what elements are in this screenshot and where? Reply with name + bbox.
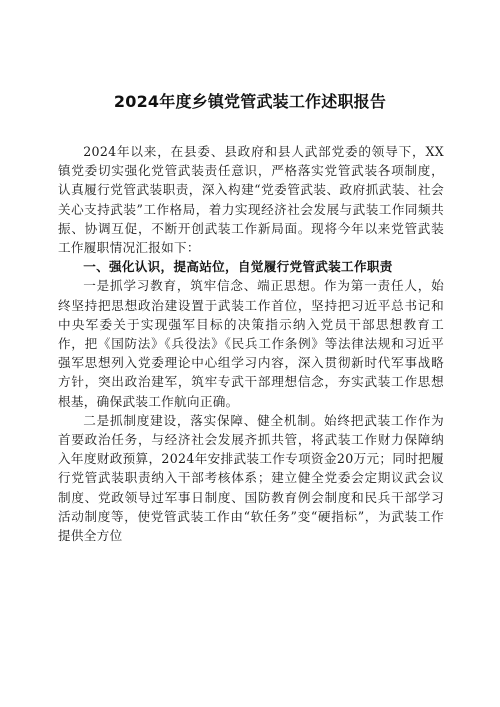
- body-paragraph-1: 一是抓学习教育，筑牢信念、端正思想。作为第一责任人，始终坚持把思想政治建设置于武装工作首位，坚持把习近平总书记和中央军委关于实现强军目标的决策指示纳入党员干部思想教育工作，把《国防法》《兵役法》《民兵工作条例》等法律法规和习近平强军思想列入党委理论中心组学习内容，深入贯彻新时代军事战略方针，突出政治建军，筑牢专武干部理想信念，夯实武装工作思想根基，确保武装工作航向正确。: [58, 278, 444, 409]
- body-paragraph-2: 二是抓制度建设，落实保障、健全机制。始终把武装工作作为首要政治任务，与经济社会发展齐抓共管，将武装工作财力保障纳入年度财政预算，2024年安排武装工作专项资金20万元；同时把履行党管武装职责纳入干部考核体系；建立健全党委会定期议武会议制度、党政领导过军事日制度、国防教育例会制度和民兵干部学习活动制度等，使党管武装工作由“软任务”变“硬指标”，为武装工作提供全方位: [58, 412, 444, 544]
- document-title: 2024年度乡镇党管武装工作述职报告: [113, 92, 387, 111]
- section-heading: 一、强化认识，提高站位，自觉履行党管武装工作职责: [83, 259, 393, 275]
- document-body: [58, 142, 444, 545]
- intro-paragraph: 2024年以来，在县委、县政府和县人武部党委的领导下，XX镇党委切实强化党管武装责任意识，严格落实党管武装各项制度，认真履行党管武装职责，深入构建“党委管武装、政府抓武装、社会关心支持武装”工作格局，着力实现经济社会发展与武装工作同频共振、协调互促，不断开创武装工作新局面。现将今年以来党管武装工作履职情况汇报如下：: [58, 144, 444, 256]
